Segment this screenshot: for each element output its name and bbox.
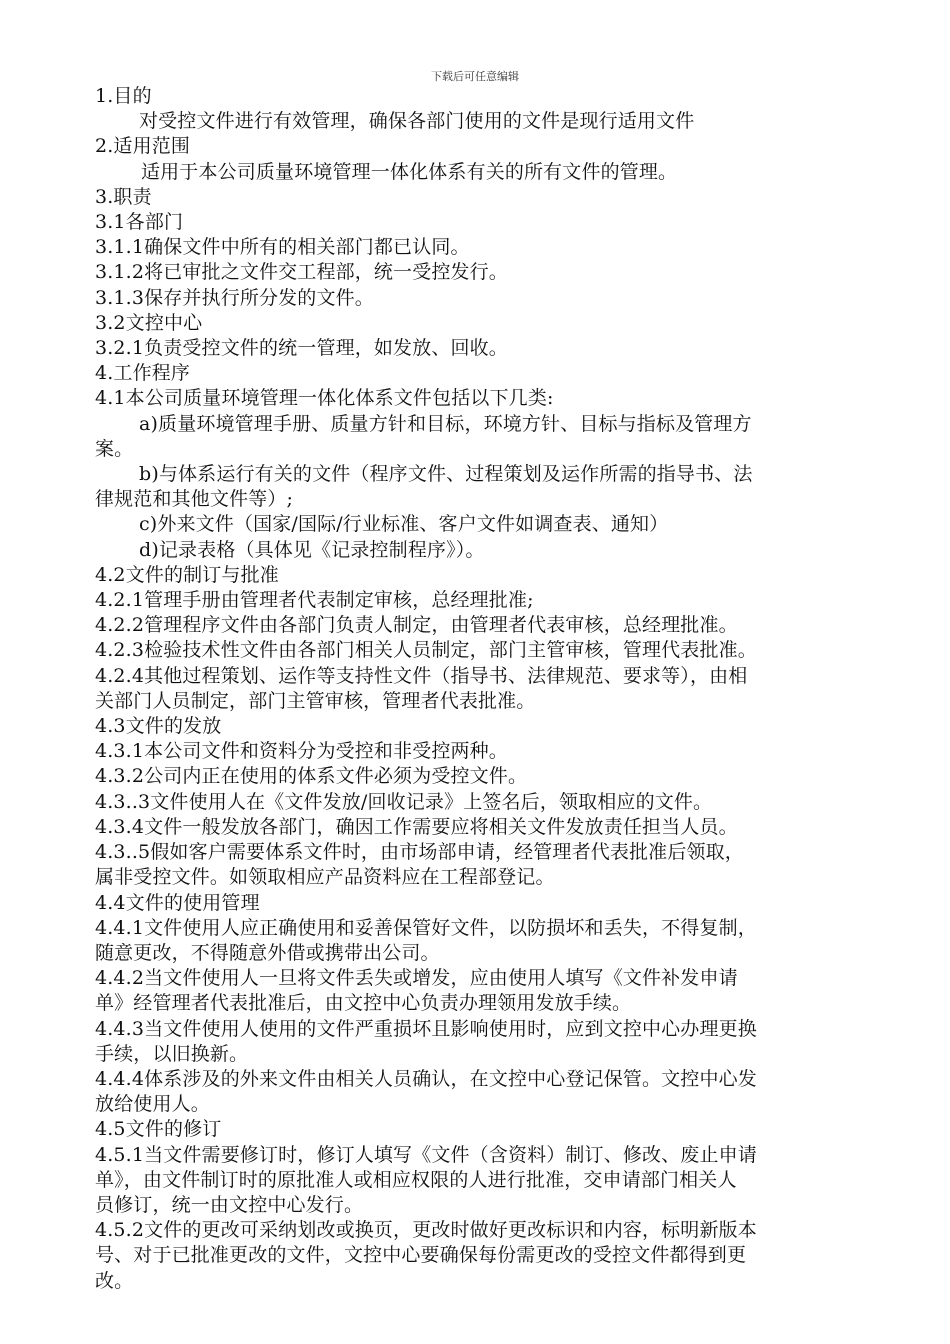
text-line: 对受控文件进行有效管理，确保各部门使用的文件是现行适用文件 [139, 110, 695, 133]
text-line: 案。 [95, 437, 134, 460]
text-line: 随意更改，不得随意外借或携带出公司。 [95, 941, 440, 964]
text-line: c)外来文件（国家/国际/行业标准、客户文件如调查表、通知） [139, 513, 669, 536]
text-line: 号、对于已批准更改的文件，文控中心要确保每份需更改的受控文件都得到更 [95, 1244, 747, 1267]
document-body [95, 84, 877, 1294]
text-line: 4.2文件的制订与批准 [95, 563, 279, 586]
text-line: 适用于本公司质量环境管理一体化体系有关的所有文件的管理。 [141, 160, 678, 183]
text-line: 4.2.3检验技术性文件由各部门相关人员制定，部门主管审核，管理代表批准。 [95, 639, 757, 662]
text-line: 3.1.3保存并执行所分发的文件。 [95, 286, 374, 309]
text-line: 3.1各部门 [95, 211, 184, 234]
text-line: 改。 [95, 1269, 134, 1292]
text-line: 4.1本公司质量环境管理一体化体系文件包括以下几类: [95, 387, 554, 410]
text-line: 4.3..3文件使用人在《文件发放/回收记录》上签名后，领取相应的文件。 [95, 790, 713, 813]
text-line: 手续，以旧换新。 [95, 1042, 249, 1065]
text-line: 4.3文件的发放 [95, 715, 222, 738]
text-line: 4.2.2管理程序文件由各部门负责人制定，由管理者代表审核，总经理批准。 [95, 614, 738, 637]
text-line: 3.职责 [95, 185, 152, 208]
text-line: 关部门人员制定，部门主管审核，管理者代表批准。 [95, 689, 536, 712]
text-line: 1.目的 [95, 85, 152, 107]
text-line: 属非受控文件。如领取相应产品资料应在工程部登记。 [95, 866, 555, 889]
text-line: 单》，由文件制订时的原批准人或相应权限的人进行批准，交申请部门相关人 [95, 1168, 737, 1191]
text-line: 4.4.4体系涉及的外来文件由相关人员确认，在文控中心登记保管。文控中心发 [95, 1067, 757, 1090]
text-line: 放给使用人。 [95, 1093, 210, 1116]
text-line: 4.3.2公司内正在使用的体系文件必须为受控文件。 [95, 765, 528, 788]
text-line: 4.2.4其他过程策划、运作等支持性文件（指导书、法律规范、要求等），由相 [95, 664, 748, 687]
text-line: a)质量环境管理手册、质量方针和目标，环境方针、目标与指标及管理方 [139, 412, 752, 435]
text-line: 3.2文控中心 [95, 311, 203, 334]
text-line: 单》经管理者代表批准后，由文控中心负责办理领用发放手续。 [95, 992, 632, 1015]
text-line: 4.4.1文件使用人应正确使用和妥善保管好文件，以防损坏和丢失，不得复制， [95, 916, 757, 939]
text-line: 4.4.3当文件使用人使用的文件严重损坏且影响使用时，应到文控中心办理更换 [95, 1017, 757, 1040]
text-line: 3.1.1确保文件中所有的相关部门都已认同。 [95, 236, 470, 259]
text-line: 4.4.2当文件使用人一旦将文件丢失或增发，应由使用人填写《文件补发申请 [95, 967, 738, 990]
text-line: 2.适用范围 [95, 135, 191, 158]
text-line: 4.5.1当文件需要修订时，修订人填写《文件（含资料）制订、修改、废止申请 [95, 1143, 757, 1166]
page-header: 下载后可任意编辑 [431, 70, 519, 83]
text-line: 员修订，统一由文控中心发行。 [95, 1193, 364, 1216]
text-line: 4.2.1管理手册由管理者代表制定审核，总经理批准; [95, 589, 534, 612]
text-line: 4.3.4文件一般发放各部门，确因工作需要应将相关文件发放责任担当人员。 [95, 815, 738, 838]
text-line: d)记录表格（具体见《记录控制程序》）。 [139, 538, 485, 561]
text-line: 4.4文件的使用管理 [95, 891, 260, 914]
text-line: b)与体系运行有关的文件（程序文件、过程策划及运作所需的指导书、法 [139, 463, 753, 486]
text-line: 3.2.1负责受控文件的统一管理，如发放、回收。 [95, 337, 508, 360]
text-line: 4.5文件的修订 [95, 1118, 222, 1141]
text-line: 律规范和其他文件等）; [95, 488, 294, 511]
text-line: 4.5.2文件的更改可采纳划改或换页，更改时做好更改标识和内容，标明新版本 [95, 1219, 757, 1242]
text-line: 4.3.1本公司文件和资料分为受控和非受控两种。 [95, 740, 508, 763]
text-line: 4.3..5假如客户需要体系文件时，由市场部申请，经管理者代表批准后领取， [95, 841, 744, 864]
text-line: 4.工作程序 [95, 362, 191, 385]
text-line: 3.1.2将已审批之文件交工程部，统一受控发行。 [95, 261, 508, 284]
